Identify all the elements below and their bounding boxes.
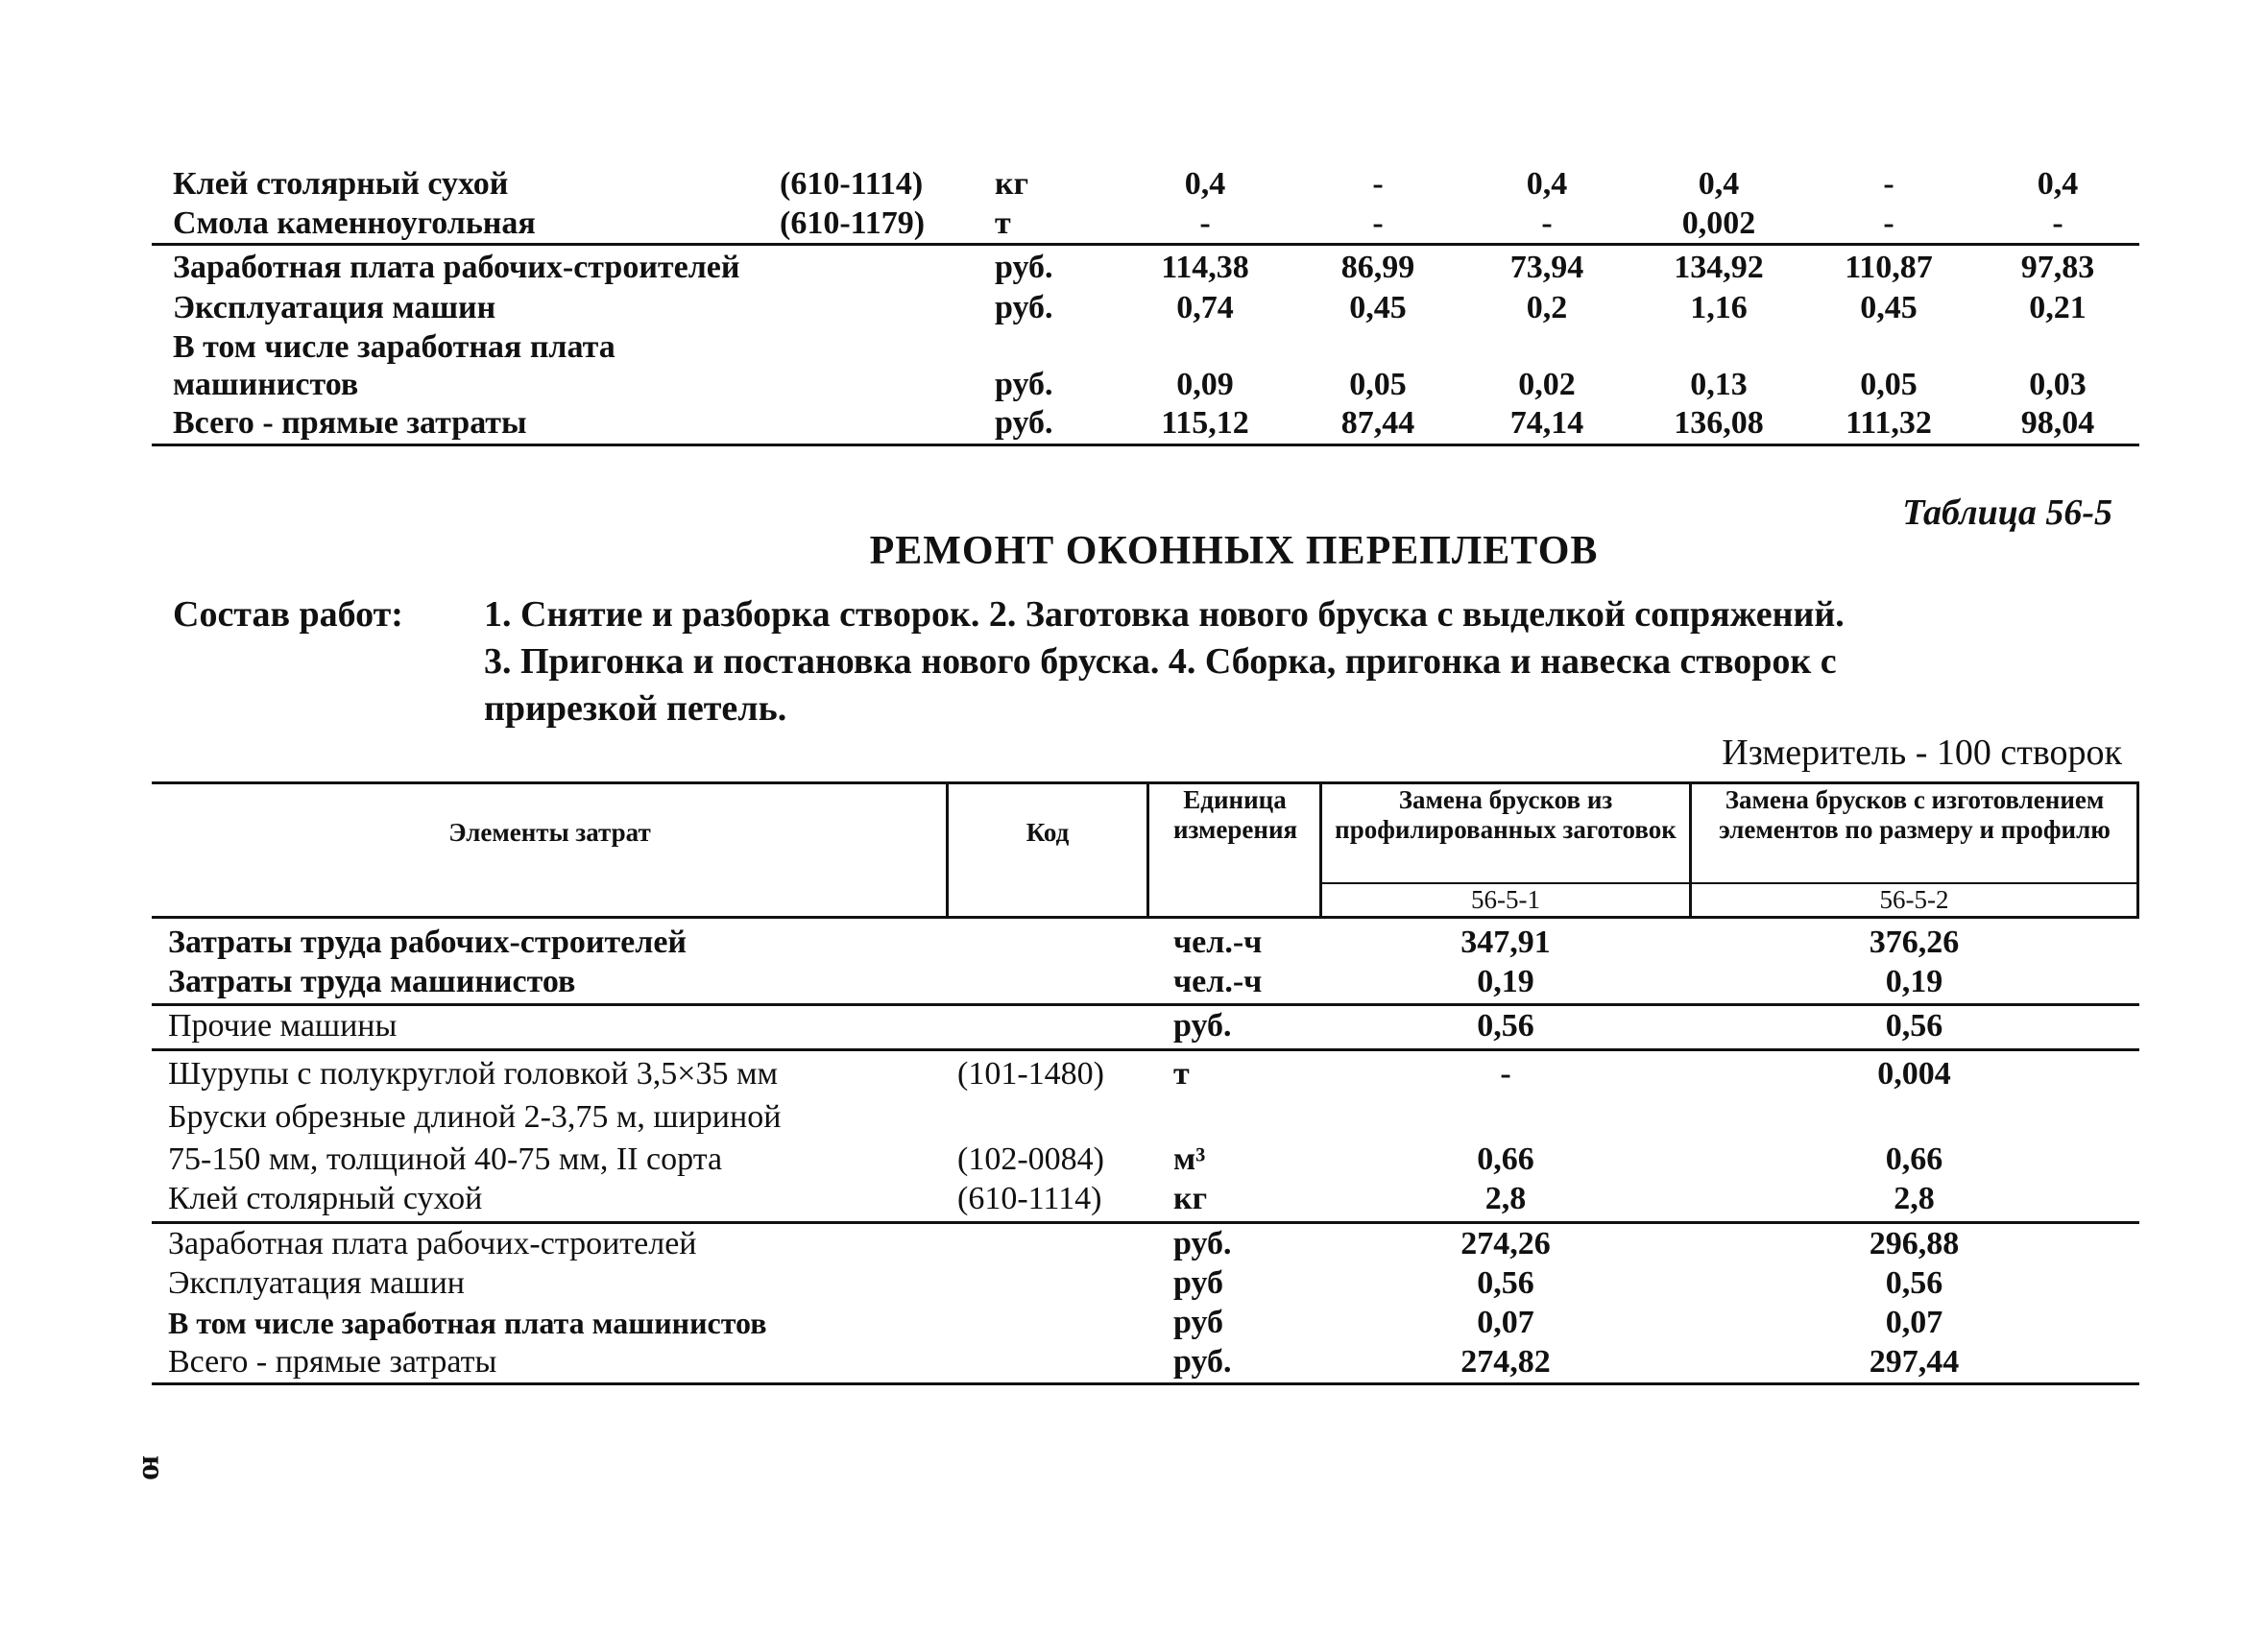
row-value-1: 0,19 bbox=[1477, 964, 1534, 999]
table-label: Таблица 56-5 bbox=[1902, 492, 2112, 533]
top-cell: - bbox=[1372, 205, 1384, 241]
row-value-1: 0,56 bbox=[1477, 1008, 1534, 1044]
top-cell: 0,21 bbox=[2029, 290, 2087, 325]
measure-unit: Измеритель - 100 створок bbox=[1722, 732, 2122, 773]
top-cell: 0,4 bbox=[1184, 166, 1226, 202]
top-row-name: Заработная плата рабочих-строителей bbox=[173, 250, 740, 285]
row-value-2: 2,8 bbox=[1894, 1181, 1935, 1216]
row-name: Прочие машины bbox=[168, 1008, 398, 1044]
top-cell: 0,02 bbox=[1518, 367, 1576, 402]
top-cell: 0,05 bbox=[1860, 367, 1918, 402]
top-cell: 0,05 bbox=[1349, 367, 1407, 402]
row-unit: кг bbox=[1173, 1181, 1208, 1216]
row-value-1: 0,56 bbox=[1477, 1265, 1534, 1301]
top-row-code: (610-1114) bbox=[780, 166, 924, 202]
top-cell: 0,2 bbox=[1526, 290, 1568, 325]
top-cell: 97,83 bbox=[2020, 250, 2095, 285]
page-mark: ю bbox=[134, 1455, 171, 1480]
table-rule bbox=[2136, 781, 2139, 918]
top-cell: 115,12 bbox=[1161, 405, 1249, 441]
table-rule bbox=[152, 1003, 2139, 1006]
top-cell: 74,14 bbox=[1509, 405, 1584, 441]
work-line: прирезкой петель. bbox=[484, 688, 787, 729]
top-cell: 73,94 bbox=[1509, 250, 1584, 285]
top-cell: 0,45 bbox=[1349, 290, 1407, 325]
top-cell: 0,4 bbox=[1698, 166, 1740, 202]
row-value-2: 0,56 bbox=[1885, 1008, 1943, 1044]
header-col1-code: 56-5-1 bbox=[1471, 885, 1540, 914]
header-col2-code: 56-5-2 bbox=[1879, 885, 1949, 914]
row-name: Шурупы с полукруглой головкой 3,5×35 мм bbox=[168, 1056, 779, 1092]
header-code: Код bbox=[1025, 818, 1070, 847]
top-cell: - bbox=[1372, 166, 1384, 202]
row-unit: руб. bbox=[1173, 1344, 1232, 1380]
section-title: РЕМОНТ ОКОННЫХ ПЕРЕПЛЕТОВ bbox=[869, 529, 1599, 573]
row-name: Клей столярный сухой bbox=[168, 1181, 483, 1216]
row-unit: м³ bbox=[1173, 1141, 1206, 1177]
table-rule bbox=[152, 916, 2139, 919]
row-value-2: 296,88 bbox=[1869, 1226, 1960, 1261]
top-row-name: Смола каменноугольная bbox=[173, 205, 536, 241]
work-line: 1. Снятие и разборка створок. 2. Заготовка нового бруска с выделкой сопряжений. bbox=[484, 594, 1845, 635]
work-label: Состав работ: bbox=[173, 594, 403, 635]
top-cell: 1,16 bbox=[1690, 290, 1748, 325]
row-value-2: 297,44 bbox=[1869, 1344, 1960, 1380]
top-row-unit: кг bbox=[995, 166, 1029, 202]
row-value-2: 0,19 bbox=[1885, 964, 1943, 999]
row-name-cont: 75-150 мм, толщиной 40-75 мм, II сорта bbox=[168, 1141, 723, 1177]
row-name: Затраты труда рабочих-строителей bbox=[168, 925, 688, 960]
table-rule bbox=[1321, 882, 2139, 884]
top-row-code: (610-1179) bbox=[780, 205, 926, 241]
work-line: 3. Пригонка и постановка нового бруска. 4. Сборка, пригонка и навеска створок с bbox=[484, 641, 1837, 682]
row-value-1: 274,82 bbox=[1460, 1344, 1551, 1380]
row-unit: чел.-ч bbox=[1173, 964, 1263, 999]
row-name: Всего - прямые затраты bbox=[168, 1344, 497, 1380]
header-elements: Элементы затрат bbox=[448, 818, 651, 847]
row-unit: руб. bbox=[1173, 1226, 1232, 1261]
table-rule bbox=[946, 781, 949, 918]
top-cell: - bbox=[1883, 205, 1894, 241]
table-rule bbox=[1146, 781, 1149, 918]
row-value-2: 0,07 bbox=[1885, 1305, 1943, 1340]
row-name: Заработная плата рабочих-строителей bbox=[168, 1226, 697, 1261]
row-unit: т bbox=[1173, 1056, 1190, 1092]
header-col2: Замена брусков с изготовлением элементов по размеру и профилю bbox=[1719, 785, 2111, 844]
header-col1: Замена брусков из профилированных заготовок bbox=[1335, 785, 1677, 844]
header-unit: Единица измерения bbox=[1173, 785, 1298, 844]
top-cell: 0,13 bbox=[1690, 367, 1748, 402]
row-name: Бруски обрезные длиной 2-3,75 м, шириной bbox=[168, 1099, 782, 1135]
table-rule bbox=[152, 781, 2139, 784]
top-row-unit: руб. bbox=[995, 250, 1053, 285]
table-rule bbox=[152, 243, 2139, 246]
row-name: Эксплуатация машин bbox=[168, 1265, 465, 1301]
row-value-2: 0,004 bbox=[1877, 1056, 1951, 1092]
row-unit: руб. bbox=[1173, 1008, 1232, 1044]
top-row-name: Эксплуатация машин bbox=[173, 290, 496, 325]
top-row-name-cont: машинистов bbox=[173, 367, 359, 402]
top-cell: 114,38 bbox=[1161, 250, 1249, 285]
row-value-2: 0,56 bbox=[1885, 1265, 1943, 1301]
top-row-unit: руб. bbox=[995, 367, 1053, 402]
top-row-unit: т bbox=[995, 205, 1011, 241]
top-cell: 86,99 bbox=[1340, 250, 1415, 285]
row-value-1: 347,91 bbox=[1460, 925, 1551, 960]
top-cell: - bbox=[1541, 205, 1553, 241]
top-cell: 0,4 bbox=[2037, 166, 2079, 202]
top-cell: 134,92 bbox=[1674, 250, 1764, 285]
top-cell: 0,45 bbox=[1860, 290, 1918, 325]
row-code: (102-0084) bbox=[957, 1141, 1104, 1177]
table-rule bbox=[152, 1221, 2139, 1224]
row-value-2: 376,26 bbox=[1869, 925, 1960, 960]
row-unit: чел.-ч bbox=[1173, 925, 1263, 960]
top-cell: 110,87 bbox=[1845, 250, 1933, 285]
top-cell: 98,04 bbox=[2020, 405, 2095, 441]
top-cell: 111,32 bbox=[1846, 405, 1932, 441]
top-cell: 87,44 bbox=[1340, 405, 1415, 441]
top-cell: 136,08 bbox=[1674, 405, 1764, 441]
top-row-name: Всего - прямые затраты bbox=[173, 405, 527, 441]
row-value-1: 2,8 bbox=[1484, 1181, 1527, 1216]
row-value-1: - bbox=[1500, 1056, 1511, 1092]
top-row-unit: руб. bbox=[995, 290, 1053, 325]
row-unit: руб bbox=[1173, 1265, 1224, 1301]
top-cell: 0,002 bbox=[1681, 205, 1756, 241]
top-cell: 0,4 bbox=[1526, 166, 1568, 202]
top-cell: 0,03 bbox=[2029, 367, 2087, 402]
row-value-1: 0,07 bbox=[1477, 1305, 1534, 1340]
top-cell: 0,74 bbox=[1176, 290, 1234, 325]
top-cell: - bbox=[1883, 166, 1894, 202]
row-name: Затраты труда машинистов bbox=[168, 964, 576, 999]
top-row-name: В том числе заработная плата bbox=[173, 329, 615, 365]
row-value-1: 274,26 bbox=[1460, 1226, 1551, 1261]
row-value-1: 0,66 bbox=[1477, 1141, 1534, 1177]
row-code: (101-1480) bbox=[957, 1056, 1104, 1092]
top-row-name: Клей столярный сухой bbox=[173, 166, 509, 202]
row-code: (610-1114) bbox=[957, 1181, 1102, 1216]
table-rule bbox=[152, 1048, 2139, 1051]
top-cell: 0,09 bbox=[1176, 367, 1234, 402]
row-value-2: 0,66 bbox=[1885, 1141, 1943, 1177]
table-rule bbox=[152, 444, 2139, 446]
row-unit: руб bbox=[1173, 1305, 1224, 1340]
table-rule bbox=[152, 1382, 2139, 1385]
top-cell: - bbox=[1199, 205, 1211, 241]
top-row-unit: руб. bbox=[995, 405, 1053, 441]
top-cell: - bbox=[2052, 205, 2063, 241]
row-name: В том числе заработная плата машинистов bbox=[168, 1306, 767, 1340]
